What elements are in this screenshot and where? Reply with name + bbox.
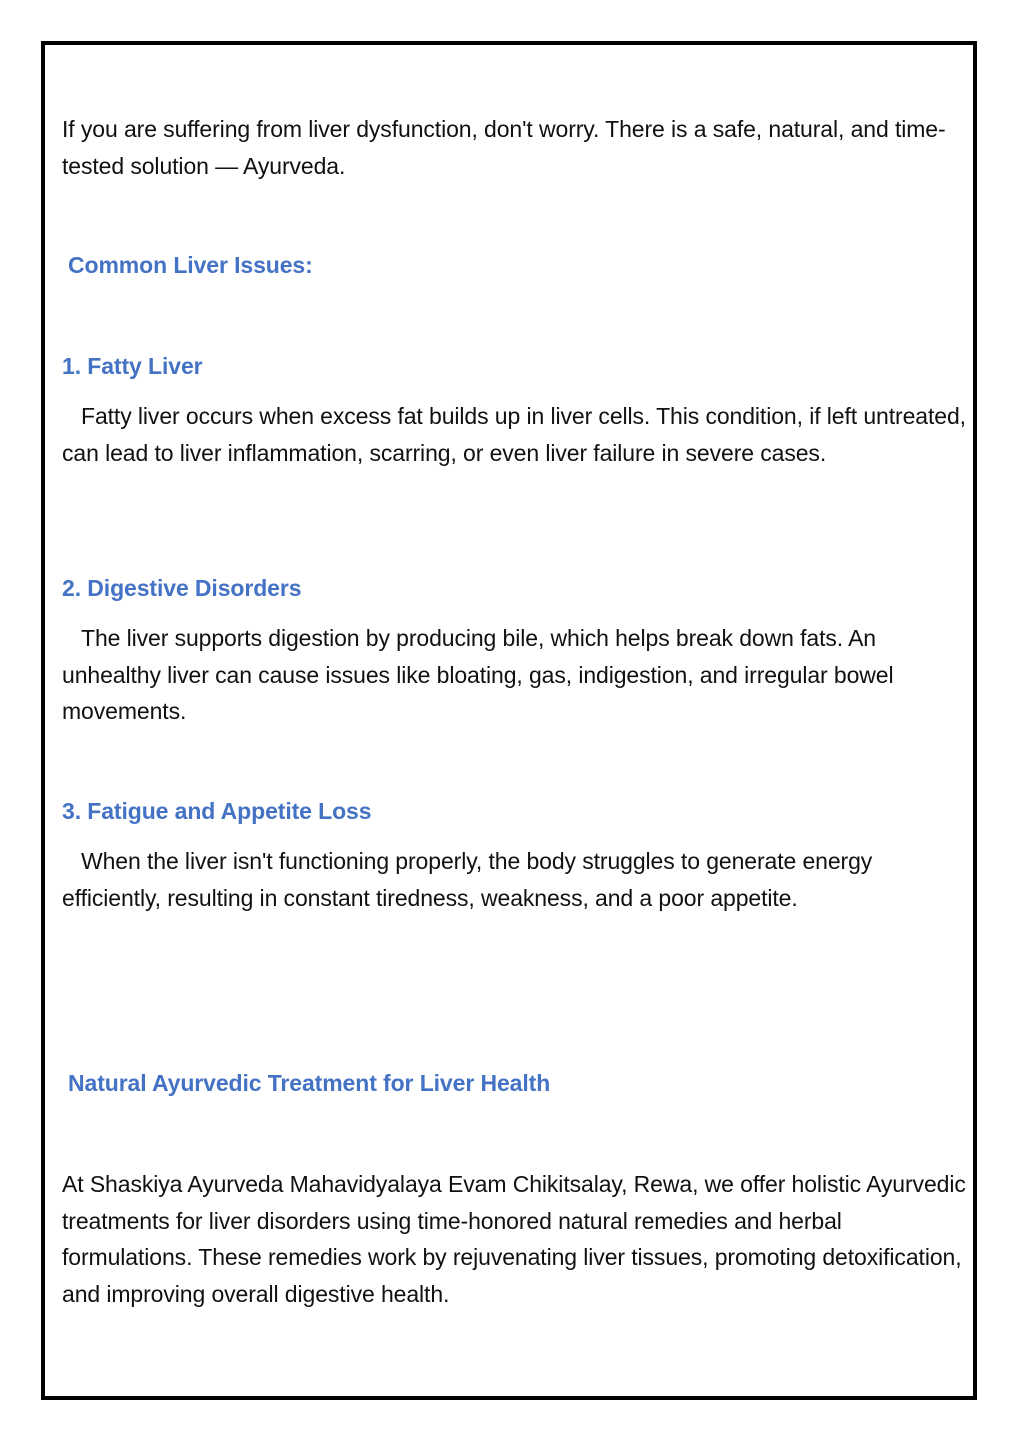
digestive-disorders-heading: 2. Digestive Disorders: [62, 575, 302, 601]
fatigue-appetite-paragraph: When the liver isn't functioning properly, the body struggles to generate energy efficiently, resulting in constant tiredness, weakness, and a poor appetite.: [62, 848, 873, 911]
fatty-liver-heading: 1. Fatty Liver: [62, 353, 203, 379]
treatment-paragraph: At Shaskiya Ayurveda Mahavidyalaya Evam Chikitsalay, Rewa, we offer holistic Ayurvedic treatments for liver disorders using time-honored natural remedies and herbal formulations. These remedies work by rejuvenating liver tissues, promoting detoxification, and improving overall digestive health.: [62, 1171, 966, 1307]
fatty-liver-paragraph: Fatty liver occurs when excess fat builds up in liver cells. This condition, if left untreated, can lead to liver inflammation, scarring, or even liver failure in severe cases.: [62, 403, 966, 466]
intro-paragraph: If you are suffering from liver dysfunction, don't worry. There is a safe, natural, and time-tested solution — Ayurveda.: [62, 116, 946, 179]
common-issues-heading: Common Liver Issues:: [68, 252, 313, 278]
treatment-heading: Natural Ayurvedic Treatment for Liver Health: [68, 1070, 551, 1096]
fatigue-appetite-heading: 3. Fatigue and Appetite Loss: [62, 798, 372, 824]
digestive-disorders-paragraph: The liver supports digestion by producing bile, which helps break down fats. An unhealthy liver can cause issues like bloating, gas, indigestion, and irregular bowel movements.: [62, 625, 894, 724]
